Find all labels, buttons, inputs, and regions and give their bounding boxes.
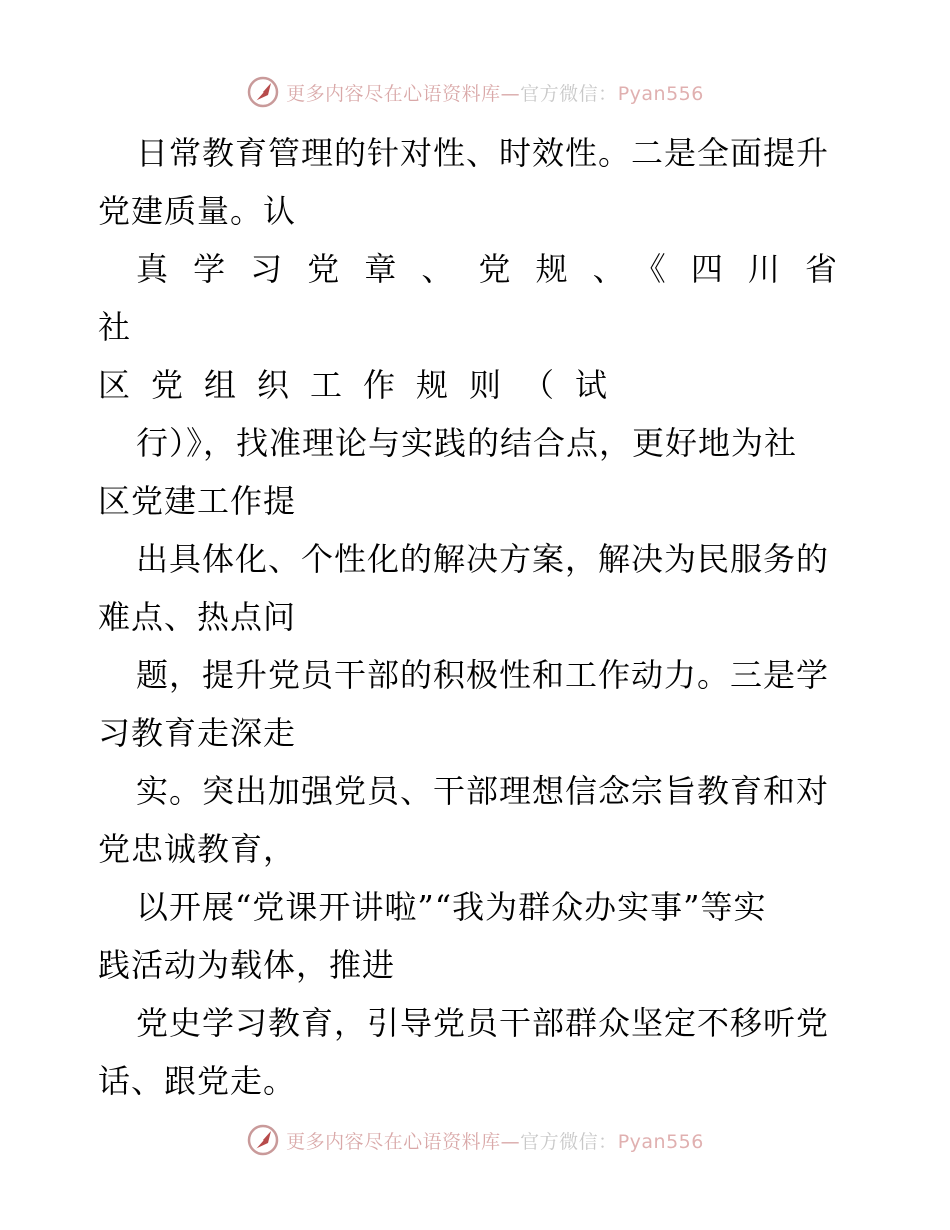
watermark-dash: —	[500, 82, 521, 105]
paragraph-3	[98, 414, 858, 530]
watermark-main-text: 更多内容尽在心语资料库	[286, 1130, 501, 1153]
document-body	[98, 124, 858, 1110]
paragraph-tail: 区党建工作提	[98, 482, 297, 520]
watermark-wechat-label: 官方微信：	[520, 82, 618, 105]
paragraph-7	[98, 878, 858, 994]
header-watermark	[0, 72, 950, 112]
footer-watermark	[0, 1120, 950, 1160]
paragraph-4	[98, 530, 858, 646]
paragraph-tail: 区党组织工作规则（试	[98, 366, 629, 404]
paragraph-line: 行）》，找准理论与实践的结合点，更好地为社	[136, 424, 798, 462]
paragraph-tail: 习教育走深走	[98, 714, 297, 752]
paragraph-line: 以开展“党课开讲啦”“我为群众办实事”等实	[136, 888, 767, 926]
watermark-text	[286, 1127, 704, 1154]
paragraph-line: 日常教育管理的针对性、时效性。二是全面提升	[136, 134, 830, 172]
feather-pen-logo-icon	[246, 1123, 280, 1157]
paragraph-line: 题，提升党员干部的积极性和工作动力。三是学	[136, 656, 830, 694]
paragraph-1	[98, 124, 858, 240]
watermark-text	[286, 79, 704, 106]
paragraph-2	[98, 240, 858, 414]
paragraph-line: 实。突出加强党员、干部理想信念宗旨教育和对	[136, 772, 830, 810]
feather-pen-logo-icon	[246, 75, 280, 109]
paragraph-tail: 党建质量。认	[98, 192, 297, 230]
paragraph-line: 出具体化、个性化的解决方案，解决为民服务的	[136, 540, 830, 578]
paragraph-5	[98, 646, 858, 762]
watermark-wechat-label: 官方微信：	[520, 1130, 618, 1153]
watermark-wechat-id: Pyan556	[617, 82, 704, 105]
paragraph-tail: 践活动为载体，推进	[98, 946, 396, 984]
paragraph-tail: 话、跟党走。	[98, 1062, 297, 1100]
watermark-wechat-id: Pyan556	[617, 1130, 704, 1153]
paragraph-6	[98, 762, 858, 878]
paragraph-tail: 党忠诚教育，	[98, 830, 297, 868]
watermark-main-text: 更多内容尽在心语资料库	[286, 82, 501, 105]
paragraph-line: 真学习党章、党规、《四川省社	[98, 250, 858, 346]
paragraph-8	[98, 994, 858, 1110]
paragraph-tail: 难点、热点问	[98, 598, 297, 636]
paragraph-line: 党史学习教育，引导党员干部群众坚定不移听党	[136, 1004, 830, 1042]
watermark-dash: —	[500, 1130, 521, 1153]
